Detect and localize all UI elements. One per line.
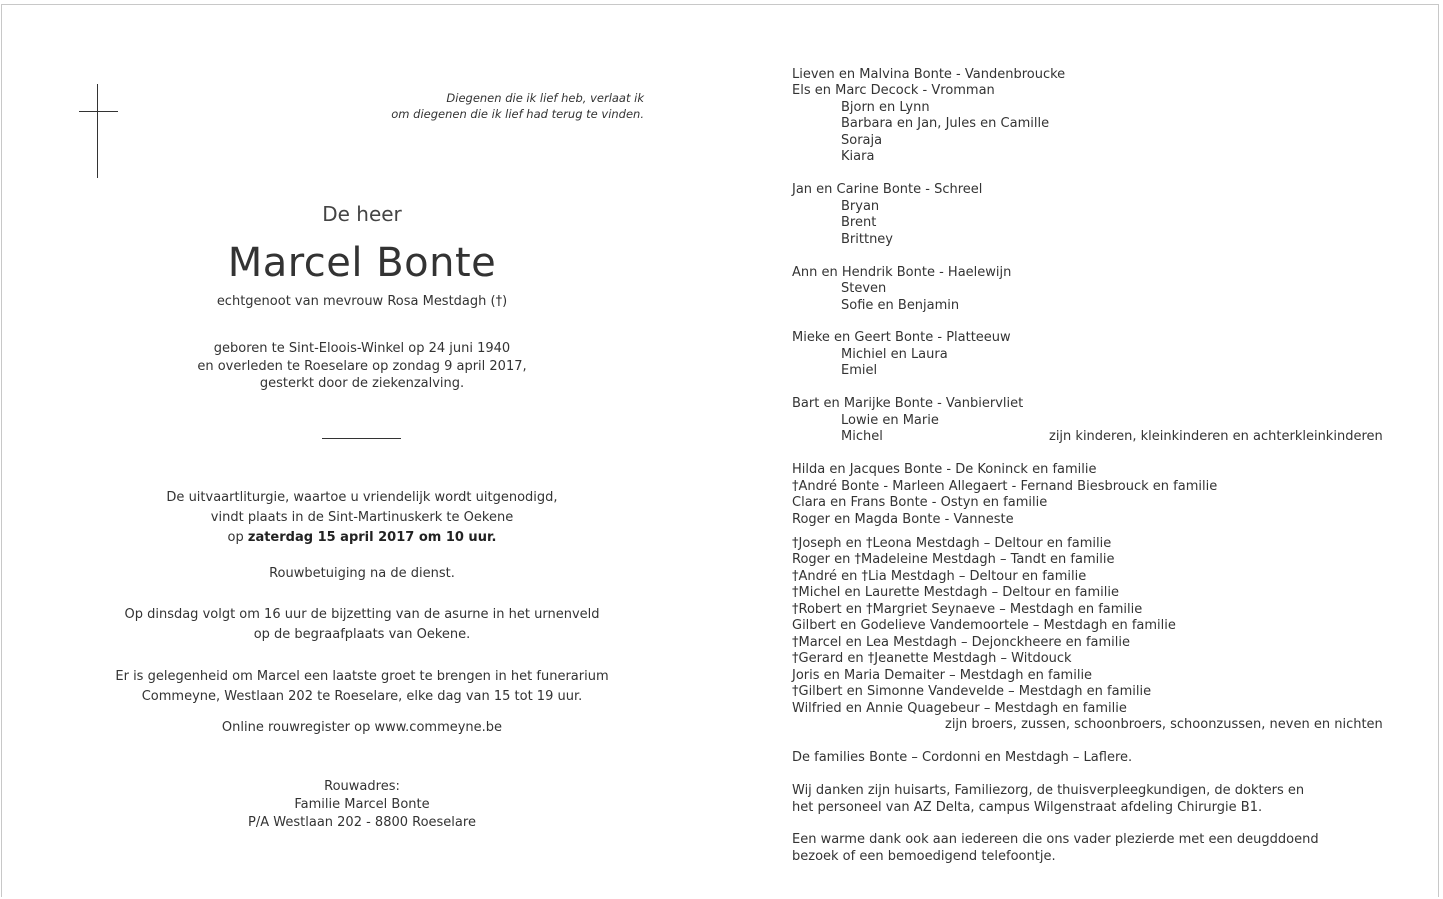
grandchild-line: Bjorn en Lynn [841,100,930,115]
address-line-2: P/A Westlaan 202 - 8800 Roeselare [248,815,476,830]
grandchild-line: Michiel en Laura [841,347,948,362]
grandchild-line: Michel [841,429,883,444]
funeral-line-2: vindt plaats in de Sint-Martinuskerk te Oekene [210,510,514,525]
grandchild-line: Lowie en Marie [841,413,939,428]
divider [322,438,401,439]
card-frame [1,4,1439,897]
birth-line: geboren te Sint-Eloois-Winkel op 24 juni 1940 [213,341,511,356]
sibling-line: †Joseph en †Leona Mestdagh – Deltour en familie [792,536,1112,551]
sibling-line: Roger en †Madeleine Mestdagh – Tandt en familie [792,552,1115,567]
child-line: Els en Marc Decock - Vromman [792,83,995,98]
funeral-info [110,488,614,548]
sibling-line: †Gilbert en Simonne Vandevelde – Mestdagh en familie [792,684,1152,699]
sibling-line: Wilfried en Annie Quagebeur – Mestdagh en familie [792,701,1127,716]
child-line: Bart en Marijke Bonte - Vanbiervliet [792,396,1024,411]
epigraph [330,90,644,122]
sibling-line: Clara en Frans Bonte - Ostyn en familie [792,495,1048,510]
child-line: Mieke en Geert Bonte - Platteeuw [792,330,1011,345]
grandchild-line: Soraja [841,133,883,148]
visitation-info [110,667,614,706]
epigraph-line-1: Diegenen die ik lief heb, verlaat ik [446,91,644,105]
address-label: Rouwadres: [324,779,400,794]
condolences: Rouwbetuiging na de dienst. [269,566,455,581]
life-dates [110,340,614,393]
grandchild-line: Brittney [841,232,893,247]
sibling-line: †Gerard en †Jeanette Mestdagh – Witdouck [792,651,1072,666]
funeral-date: zaterdag 15 april 2017 om 10 uur. [247,530,497,545]
child-line: Jan en Carine Bonte - Schreel [792,182,983,197]
epigraph-line-2: om diegenen die ik lief had terug te vinden. [391,107,644,121]
sibling-line: †André en †Lia Mestdagh – Deltour en familie [792,569,1087,584]
sibling-line: †Robert en †Margriet Seynaeve – Mestdagh en familie [792,602,1143,617]
sibling-line: Hilda en Jacques Bonte - De Koninck en familie [792,462,1097,477]
sibling-line: Joris en Maria Demaiter – Mestdagh en familie [792,668,1093,683]
burial-info [110,605,614,645]
deceased-name: Marcel Bonte [227,240,497,286]
death-line: en overleden te Roeselare op zondag 9 april 2017, [197,358,527,374]
sacrament-line: gesterkt door de ziekenzalving. [259,376,465,391]
grandchild-line: Barbara en Jan, Jules en Camille [841,116,1050,131]
thanks-1-line-1: Wij danken zijn huisarts, Familiezorg, de thuisverpleegkundigen, de dokters en [792,783,1305,798]
grandchild-line: Kiara [841,149,875,164]
visitation-line-1: Er is gelegenheid om Marcel een laatste groet te brengen in het funerarium [115,669,609,684]
funeral-date-prefix: op [227,530,248,545]
sibling-line: Gilbert en Godelieve Vandemoortele – Mestdagh en familie [792,618,1176,633]
burial-line-1: Op dinsdag volgt om 16 uur de bijzetting van de asurne in het urnenveld [124,607,600,622]
thanks-2-line-2: bezoek of een bemoedigend telefoontje. [792,849,1056,864]
address-line-1: Familie Marcel Bonte [294,797,430,812]
grandchild-line: Bryan [841,199,880,214]
visitation-line-2: Commeyne, Westlaan 202 te Roeselare, elke dag van 15 tot 19 uur. [141,688,583,704]
thanks-2-line-1: Een warme dank ook aan iedereen die ons vader plezierde met een deugddoend [792,832,1319,847]
grandchild-line: Steven [841,281,887,296]
funeral-line-3 [110,528,614,548]
grandchild-line: Brent [841,215,877,230]
burial-line-2: op de begraafplaats van Oekene. [253,627,471,642]
siblings-relation: zijn broers, zussen, schoonbroers, schoonzussen, neven en nichten [945,717,1383,732]
spouse-line: echtgenoot van mevrouw Rosa Mestdagh (†) [216,294,508,309]
sibling-line: †Michel en Laurette Mestdagh – Deltour en familie [792,585,1120,600]
children-relation: zijn kinderen, kleinkinderen en achterkleinkinderen [1049,429,1383,444]
online-register: Online rouwregister op www.commeyne.be [221,720,503,735]
grandchild-line: Sofie en Benjamin [841,298,960,313]
families-line: De families Bonte – Cordonni en Mestdagh – Laflere. [792,750,1133,765]
child-line: Ann en Hendrik Bonte - Haelewijn [792,265,1012,280]
grandchild-line: Emiel [841,363,878,378]
funeral-line-1: De uitvaartliturgie, waartoe u vriendelijk wordt uitgenodigd, [166,490,558,505]
sibling-line: Roger en Magda Bonte - Vanneste [792,512,1014,527]
child-line: Lieven en Malvina Bonte - Vandenbroucke [792,67,1066,82]
thanks-1-line-2: het personeel van AZ Delta, campus Wilgenstraat afdeling Chirurgie B1. [792,800,1263,815]
mourning-address [110,778,614,832]
sibling-line: †André Bonte - Marleen Allegaert - Fernand Biesbrouck en familie [792,479,1218,494]
salutation: De heer [322,202,402,226]
sibling-line: †Marcel en Lea Mestdagh – Dejonckheere en familie [792,635,1130,650]
